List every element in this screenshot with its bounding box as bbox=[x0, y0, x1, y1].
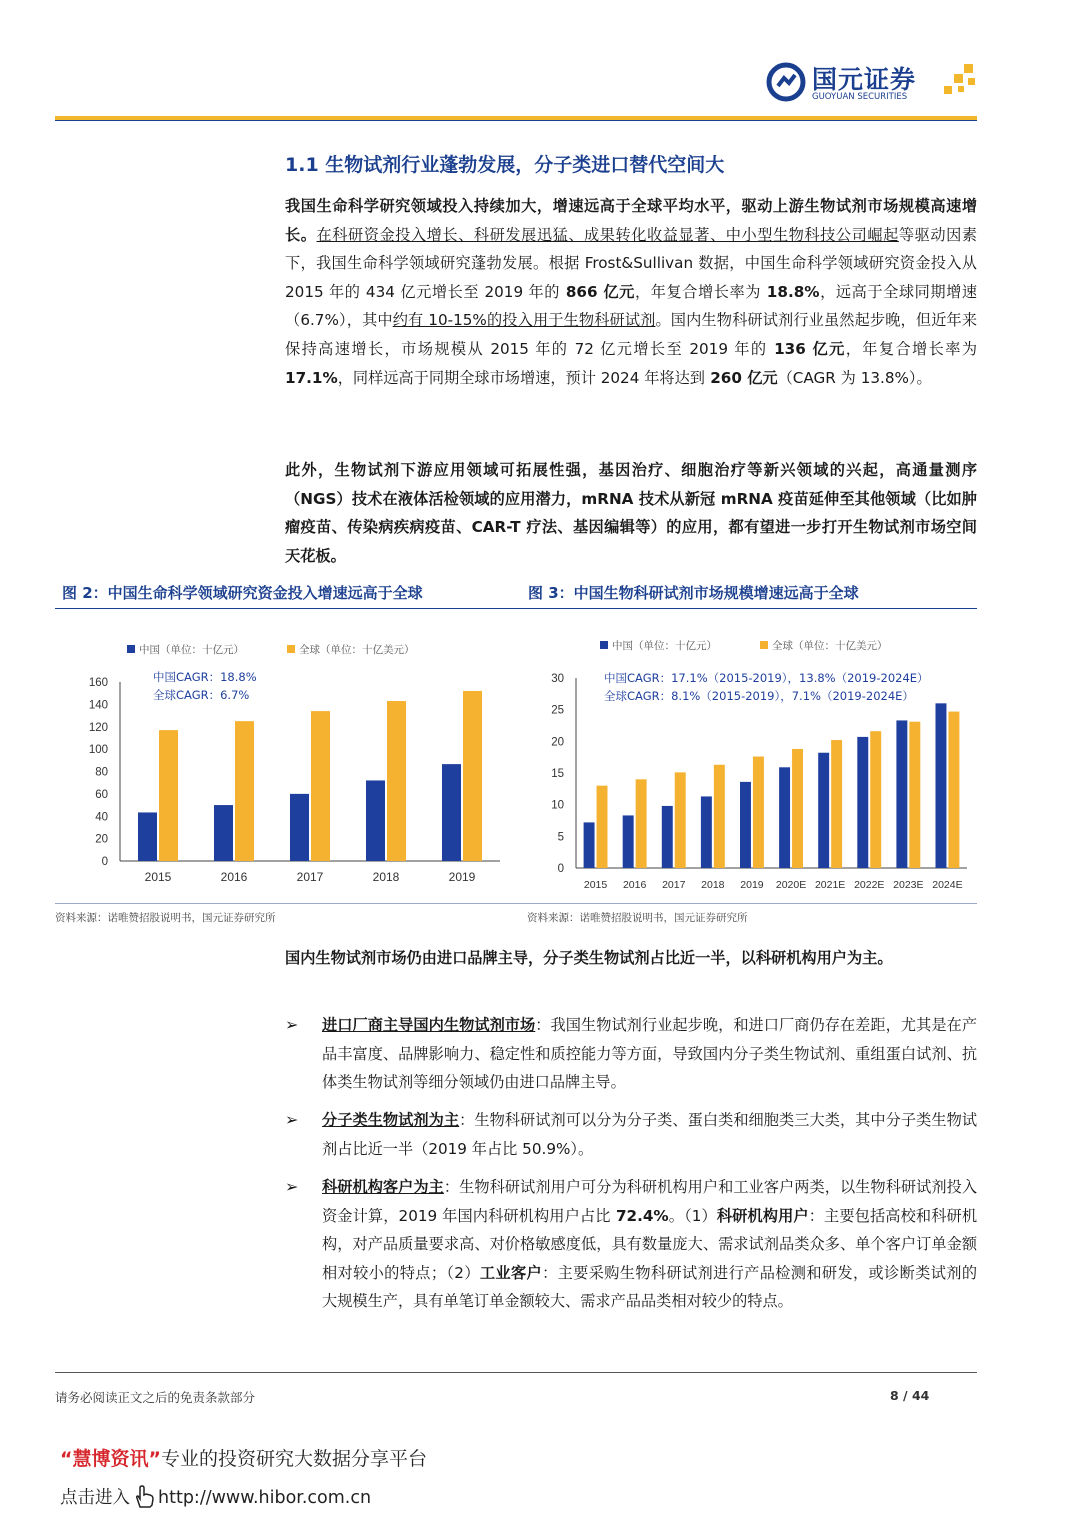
highlight-value: 260 亿元 bbox=[704, 368, 778, 387]
y-tick-label: 5 bbox=[557, 831, 564, 844]
brand-name-en: GUOYUAN SECURITIES bbox=[812, 92, 908, 102]
x-tick-label: 2015 bbox=[144, 870, 172, 884]
bar-global-2015 bbox=[597, 786, 608, 868]
figure-2-source: 资料来源：诺唯赞招股说明书，国元证券研究所 bbox=[55, 912, 276, 924]
footer-rule bbox=[55, 1372, 977, 1373]
y-tick-label: 10 bbox=[551, 799, 564, 812]
text-span: ：主要包括高校和科研机构，对产品质量要求高、对价格敏感度低，具有数量庞大、需求试剂品类众多、单个客户订单金额相对较小的特点；（2） bbox=[322, 1206, 978, 1282]
bar-china-2024E bbox=[936, 703, 947, 868]
watermark-url[interactable]: http://www.hibor.com.cn bbox=[158, 1488, 372, 1508]
bar-china-2022E bbox=[857, 737, 868, 868]
bar-china-2019 bbox=[442, 764, 461, 861]
bullet-text bbox=[322, 1173, 977, 1316]
pointing-hand-icon bbox=[133, 1485, 155, 1509]
y-tick-label: 140 bbox=[88, 699, 108, 712]
paragraph-import-brands: 国内生物试剂市场仍由进口品牌主导，分子类生物试剂占比近一半，以科研机构用户为主。 bbox=[285, 949, 893, 967]
paragraph-market-growth bbox=[285, 192, 977, 392]
y-tick-label: 15 bbox=[551, 768, 564, 780]
watermark-slogan bbox=[60, 1444, 427, 1471]
text-span: 等驱动因素下，我国生命科学领域研究蓬勃发展。根据 Frost&Sullivan 数据，中国生命科学领域研究资金投入从 2015 年的 434 亿元增长至 2019 年的 bbox=[285, 225, 978, 301]
legend-label-1: 全球（单位：十亿美元） bbox=[772, 640, 888, 652]
underlined-drivers: 在科研资金投入增长、科研发展迅猛、成果转化收益显著、中小型生物科技公司崛起 bbox=[316, 225, 899, 244]
bar-china-2017 bbox=[290, 794, 309, 861]
x-tick-label: 2017 bbox=[296, 870, 324, 884]
bar-global-2023E bbox=[909, 722, 920, 868]
bar-global-2019 bbox=[463, 691, 482, 861]
bar-global-2018 bbox=[714, 765, 725, 868]
highlight-term: 工业客户 bbox=[479, 1263, 543, 1282]
x-tick-label: 2018 bbox=[701, 879, 725, 891]
chart-reagent-market bbox=[520, 618, 977, 908]
bullet-heading: 科研机构客户为主 bbox=[322, 1178, 444, 1196]
bar-china-2019 bbox=[740, 782, 751, 868]
figure-3-source: 资料来源：诺唯赞招股说明书，国元证券研究所 bbox=[527, 912, 748, 924]
text-span: ，同样远高于同期全球市场增速，预计 2024 年将达到 bbox=[337, 368, 705, 387]
bar-china-2018 bbox=[701, 796, 712, 868]
legend-label-0: 中国（单位：十亿元） bbox=[612, 640, 717, 652]
bar-china-2021E bbox=[818, 753, 829, 868]
y-tick-label: 100 bbox=[88, 744, 108, 757]
paragraph-lead: 我国生命科学研究领域投入持续加大，增速远高于全球平均水平，驱动上游生物试剂市场规模高速增长。 bbox=[285, 197, 977, 244]
text-span: ，年复合增长率为 bbox=[634, 282, 761, 301]
highlight-value: 72.4% bbox=[610, 1206, 669, 1225]
bar-china-2017 bbox=[662, 806, 673, 868]
legend-swatch-0 bbox=[127, 645, 135, 653]
watermark-brand: “慧博资讯” bbox=[60, 1448, 161, 1470]
bullet-heading: 进口厂商主导国内生物试剂市场 bbox=[322, 1016, 536, 1034]
page-number: 8 / 44 bbox=[890, 1388, 930, 1403]
bar-global-2019 bbox=[753, 757, 764, 868]
text-span: ：生物科研试剂可以分为分子类、蛋白类和细胞类三大类，其中分子类生物试剂占比近一半（2019 年占比 50.9%）。 bbox=[322, 1111, 978, 1158]
cagr-annotation-1: 全球CAGR：6.7% bbox=[153, 688, 250, 702]
y-tick-label: 30 bbox=[551, 673, 564, 685]
bar-global-2021E bbox=[831, 740, 842, 868]
paragraph-downstream: 此外，生物试剂下游应用领域可拓展性强，基因治疗、细胞治疗等新兴领域的兴起，高通量测序（NGS）技术在液体活检领域的应用潜力，mRNA 技术从新冠 mRNA 疫苗延伸至其他领域（比如肿瘤疫苗、传染病疾病疫苗、CAR-T 疗法、基因编辑等）的应用，都有望进一步打开生物试剂市场空间天花板。 bbox=[285, 461, 977, 565]
x-tick-label: 2016 bbox=[622, 879, 647, 891]
highlight-value: 136 亿元 bbox=[767, 339, 846, 358]
guoyuan-logo-icon bbox=[766, 62, 806, 102]
bullet-text bbox=[322, 1011, 977, 1097]
watermark-slogan-text: 专业的投资研究大数据分享平台 bbox=[160, 1448, 427, 1470]
y-tick-label: 160 bbox=[88, 677, 108, 689]
watermark-enter-text: 点击进入 bbox=[60, 1488, 130, 1508]
text-span: 。国内生物科研试剂行业虽然起步晚，但近年来保持高速增长，市场规模从 2015 年的 72 亿元增长至 2019 年的 bbox=[285, 311, 978, 358]
bar-global-2018 bbox=[387, 701, 406, 861]
y-tick-label: 60 bbox=[95, 788, 108, 801]
y-tick-label: 120 bbox=[88, 721, 108, 734]
footer-disclaimer: 请务必阅读正文之后的免责条款部分 bbox=[55, 1390, 256, 1405]
legend-swatch-1 bbox=[287, 645, 295, 653]
y-tick-label: 40 bbox=[95, 811, 108, 824]
bar-china-2020E bbox=[779, 767, 790, 868]
x-tick-label: 2017 bbox=[662, 879, 686, 891]
bar-global-2024E bbox=[948, 712, 959, 868]
cagr-annotation-0: 中国CAGR：18.8% bbox=[153, 670, 257, 684]
bar-china-2016 bbox=[214, 805, 233, 861]
bullet-arrow-icon: ➢ bbox=[285, 1177, 299, 1196]
x-tick-label: 2024E bbox=[932, 879, 963, 891]
legend-label-1: 全球（单位：十亿美元） bbox=[299, 644, 415, 656]
highlight-value: 17.1% bbox=[285, 368, 338, 387]
highlight-value: 18.8% bbox=[760, 282, 820, 301]
bar-china-2023E bbox=[896, 720, 907, 868]
figure-2-title: 图 2：中国生命科学领域研究资金投入增速远高于全球 bbox=[62, 584, 423, 602]
x-tick-label: 2022E bbox=[854, 879, 885, 891]
brand-name-cn: 国元证券 bbox=[812, 65, 917, 94]
bar-global-2017 bbox=[675, 772, 686, 868]
bullet-arrow-icon: ➢ bbox=[285, 1015, 299, 1034]
bullet-heading: 分子类生物试剂为主 bbox=[322, 1111, 460, 1129]
y-tick-label: 20 bbox=[551, 736, 564, 749]
chart-research-funding bbox=[55, 618, 515, 908]
bar-global-2016 bbox=[235, 721, 254, 861]
bar-china-2015 bbox=[584, 822, 595, 868]
legend-label-0: 中国（单位：十亿元） bbox=[139, 644, 244, 656]
text-span: ，远高于全球同期增速（6.7%），其中 bbox=[285, 282, 978, 330]
section-title: 1.1 生物试剂行业蓬勃发展，分子类进口替代空间大 bbox=[285, 154, 725, 176]
bar-china-2015 bbox=[138, 812, 157, 861]
highlight-term: 科研机构用户 bbox=[716, 1206, 809, 1225]
text-span: （CAGR 为 13.8%）。 bbox=[777, 368, 932, 387]
x-tick-label: 2015 bbox=[583, 879, 608, 891]
text-span: ：我国生物试剂行业起步晚，和进口厂商仍存在差距，尤其是在产品丰富度、品牌影响力、稳定性和质控能力等方面，导致国内分子类生物试剂、重组蛋白试剂、抗体类生物试剂等细分领域仍由进口品牌主导。 bbox=[322, 1016, 978, 1092]
text-span: 。（1） bbox=[668, 1206, 717, 1225]
y-tick-label: 80 bbox=[95, 766, 108, 779]
text-span: ：主要采购生物科研试剂进行产品检测和研发，或诊断类试剂的大规模生产，具有单笔订单金额较大、需求产品品类相对较少的特点。 bbox=[322, 1263, 978, 1311]
x-tick-label: 2018 bbox=[372, 870, 400, 884]
bullet-arrow-icon: ➢ bbox=[285, 1110, 299, 1129]
legend-swatch-1 bbox=[760, 641, 768, 649]
bar-global-2017 bbox=[311, 711, 330, 861]
guoyuan-logo bbox=[766, 58, 981, 108]
x-tick-label: 2023E bbox=[893, 879, 924, 891]
highlight-value: 866 亿元 bbox=[560, 282, 635, 301]
bar-global-2020E bbox=[792, 749, 803, 868]
bar-china-2016 bbox=[623, 815, 634, 868]
y-tick-label: 0 bbox=[101, 856, 108, 868]
y-tick-label: 0 bbox=[557, 863, 564, 875]
y-tick-label: 20 bbox=[95, 833, 108, 846]
x-tick-label: 2019 bbox=[448, 870, 476, 884]
brand-squares-icon bbox=[942, 64, 978, 96]
figure-3-title: 图 3：中国生物科研试剂市场规模增速远高于全球 bbox=[528, 584, 859, 602]
text-span: ：生物科研试剂用户可分为科研机构用户和工业客户两类，以生物科研试剂投入资金计算，2019 年国内科研机构用户占比 bbox=[322, 1178, 978, 1225]
text-span: ，年复合增长率为 bbox=[845, 339, 978, 358]
cagr-annotation-0: 中国CAGR：17.1%（2015-2019），13.8%（2019-2024E） bbox=[604, 671, 929, 685]
x-tick-label: 2016 bbox=[220, 870, 248, 884]
x-tick-label: 2019 bbox=[740, 879, 764, 891]
figure-title-rule bbox=[55, 608, 977, 609]
bar-global-2016 bbox=[636, 779, 647, 868]
y-tick-label: 25 bbox=[551, 704, 564, 717]
bar-global-2015 bbox=[159, 730, 178, 861]
bar-china-2018 bbox=[366, 780, 385, 861]
underlined-share: 约有 10-15%的投入用于生物科研试剂 bbox=[392, 311, 656, 330]
legend-swatch-0 bbox=[600, 641, 608, 649]
x-tick-label: 2020E bbox=[775, 879, 807, 891]
bar-global-2022E bbox=[870, 731, 881, 868]
cagr-annotation-1: 全球CAGR：8.1%（2015-2019），7.1%（2019-2024E） bbox=[604, 689, 914, 703]
bullet-text bbox=[322, 1106, 977, 1163]
header-rule-thin bbox=[55, 120, 977, 121]
watermark-link[interactable] bbox=[60, 1484, 371, 1509]
x-tick-label: 2021E bbox=[814, 879, 846, 891]
figure-bottom-rule bbox=[55, 903, 977, 904]
